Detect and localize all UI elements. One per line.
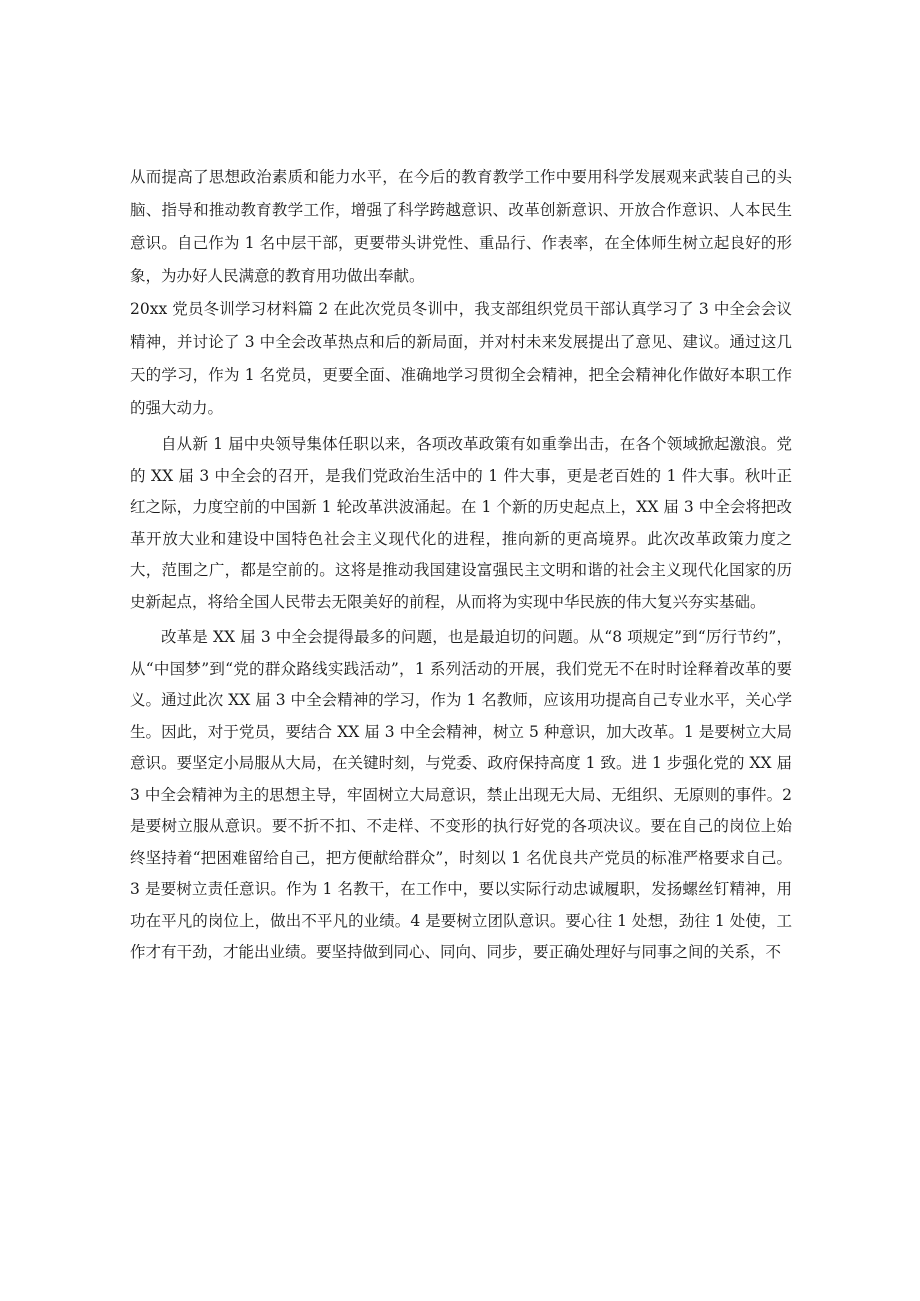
paragraph-reform-awareness: 改革是 XX 届 3 中全会提得最多的问题，也是最迫切的问题。从“8 项规定”到“厉行节约”，从“中国梦”到“党的群众路线实践活动”，1 系列活动的开展，我们党无不在时时诠释着改革的要义。通过此次 XX 届 3 中全会精神的学习，作为 1 名教师，应该用功提高自己专业水平，关心学生。因此，对于党员，要结合 XX 届 3 中全会精神，树立 5 种意识，加大改革。1 是要树立大局意识。要坚定小局服从大局，在关键时刻，与党委、政府保持高度 1 致。进 1 步强化党的 XX 届 3 中全会精神为主的思想主导，牢固树立大局意识，禁止出现无大局、无组织、无原则的事件。2 是要树立服从意识。要不折不扣、不走样、不变形的执行好党的各项决议。要在自己的岗位上始终坚持着“把困难留给自己，把方便献给群众”，时刻以 1 名优良共产党员的标准严格要求自己。3 是要树立责任意识。作为 1 名教干，在工作中，要以实际行动忠诚履职，发扬螺丝钉精神，用功在平凡的岗位上，做出不平凡的业绩。4 是要树立团队意识。要心往 1 处想，劲往 1 处使，工作才有干劲，才能出业绩。要坚持做到同心、同向、同步，要正确处理好与同事之间的关系，不: [130, 628, 792, 961]
paragraph-section-2-heading: 20xx 党员冬训学习材料篇 2 在此次党员冬训中，我支部组织党员干部认真学习了 3 中全会会议精神，并讨论了 3 中全会改革热点和后的新局面，并对村未来发展提出了意见、建议。通过这几天的学习，作为 1 名党员，更要全面、准确地学习贯彻全会精神，把全会精神化作做好本职工作的强大动力。: [130, 300, 792, 417]
document-body: [130, 161, 792, 969]
paragraph-intro-continuation: 从而提高了思想政治素质和能力水平，在今后的教育教学工作中要用科学发展观来武装自己的头脑、指导和推动教育教学工作，增强了科学跨越意识、改革创新意识、开放合作意识、人本民生意识。自己作为 1 名中层干部，更要带头讲党性、重品行、作表率，在全体师生树立起良好的形象，为办好人民满意的教育用功做出奉献。: [130, 168, 792, 285]
paragraph-new-leadership: 自从新 1 届中央领导集体任职以来，各项改革政策有如重拳出击，在各个领域掀起激浪。党的 XX 届 3 中全会的召开，是我们党政治生活中的 1 件大事，更是老百姓的 1 件大事。秋叶正红之际，力度空前的中国新 1 轮改革洪波涌起。在 1 个新的历史起点上，XX 届 3 中全会将把改革开放大业和建设中国特色社会主义现代化的进程，推向新的更高境界。此次改革政策力度之大，范围之广，都是空前的。这将是推动我国建设富强民主文明和谐的社会主义现代化国家的历史新起点，将给全国人民带去无限美好的前程，从而将为实现中华民族的伟大复兴夯实基础。: [130, 435, 792, 611]
